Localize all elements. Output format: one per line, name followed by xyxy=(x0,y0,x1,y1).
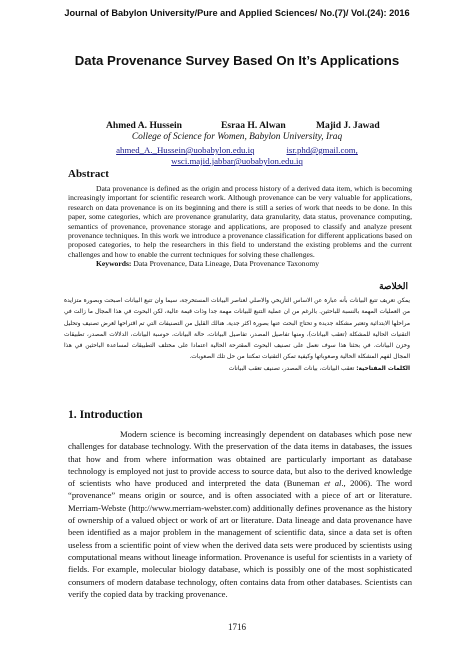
keywords-label: Keywords: xyxy=(96,259,132,269)
abstract-section xyxy=(68,184,412,269)
introduction-heading: 1. Introduction xyxy=(68,408,143,421)
email-link-3[interactable]: wsci.majid.jabbar@uobabylon.edu.iq xyxy=(171,156,303,166)
email-link-1[interactable]: ahmed_A._Hussein@uobabylon.edu.iq xyxy=(116,145,255,155)
intro-citation-et-al: et al xyxy=(324,478,342,489)
introduction-body xyxy=(68,428,412,600)
intro-text-part-1: Modern science is becoming increasingly dependent on databases which pose new challenges for database technology. With the preservation of the data items in databases, the issues that how and from where information was obtained are particularly important as database technology is employed not just to provide access to source data, but also to the derived knowledge of scientists who have produced and interpreted the data (Buneman xyxy=(68,429,412,489)
arabic-keywords-line xyxy=(64,364,410,375)
abstract-heading: Abstract xyxy=(68,168,109,180)
author-2: Esraa H. Alwan xyxy=(221,120,286,131)
author-3: Majid J. Jawad xyxy=(316,120,380,131)
intro-text-part-2: ., 2006). The word “provenance” means origin or source, and is often associated with a piece of art or literature. Merriam-Webste (http://www.merriam-webster.com) additionally defines provenance as the history of ownership of a valued object or work of art or literature. Data lineage and data provenance have been identified as a major problem in the management of scientific data, since a data set is often useless from a scientific point of view when the derived data sets were produced by scientists using computational means without lineage information. Provenance is useful for scientists in a variety of fields. For example, molecular biology database, which is possibly one of the most sophisticated consumers of modern database technology, often contains data from other databases. Scientists can verify the copied data by tracking provenance. xyxy=(68,478,413,599)
journal-header: Journal of Babylon University/Pure and Applied Sciences/ No.(7)/ Vol.(24): 2016 xyxy=(64,8,410,18)
keywords-line xyxy=(68,259,412,268)
arabic-keywords-text: تعقب البيانات، بيانات المصدر، تصنيف تعقب البيانات xyxy=(228,365,355,372)
email-link-2[interactable]: isr.phd@gmail.com, xyxy=(286,145,358,155)
abstract-body: Data provenance is defined as the origin and process history of a derived data item, which is becoming increasingly important for scientific research work. Although provenance can be very valuable for applications, research on data provenance is on its beginning and there is still a series of work that needs to be done. In this paper, some categories, which are provenance granularity, data granularity, data status, provenance computing, semantics of provenance, provenance storage and applications, are proposed to classify and analyze present provenance techniques. In this work we introduce a provenance classification for different applications based on proposed categories, to help the researchers in this field to understand the existing problems and the current challenges and how to enable the current techniques for solving these challenges. xyxy=(68,184,412,259)
page-number: 1716 xyxy=(228,622,246,632)
arabic-abstract-body: يمكن تعريف تتبع البيانات بأنه عبارة عن الاساس التاريخي والاصلي لعناصر البيانات المستخرجة، سيما وان تتبع البيانات اصبحت وبصورة متزايدة من العمليات المهمة بالنسبة للباحثين. بالرغم من ان عملية التتبع للبيانات مهمة جدا وذات قيمة عالية، لكن البحوث في هذا المجال ما زالت في مراحلها الابتدائية وتعتبر مشكلة جديدة و تحتاج البحث عنها بصورة اكثر جدية. هنالك القليل من التصنيفات التي تم اقتراحها لغرض تصنيف وتحليل التقنيات الحالية للمشكلة (تعقب البيانات)، ومنها تفاصيل المصدر، تفاصيل البيانات، حالة البيانات، حوسبة البيانات، الدلالات المصدر، تطبيقات وخزن البيانات. في بحثنا هذا سوف نعمل على تصنيف البحوث المقترحة الحالية اعتمادا على مختلف التطبيقات لمساعدة الباحثين في هذا المجال لفهم المشكلة الحالية وصعوباتها وكيفية تمكن التقنيات تمكننا من حل تلك الصعوبات. xyxy=(64,298,410,361)
author-1: Ahmed A. Hussein xyxy=(106,120,182,131)
author-emails xyxy=(0,145,474,167)
affiliation: College of Science for Women, Babylon University, Iraq xyxy=(131,132,343,142)
arabic-keywords-label: الكلمات المفتاحية: xyxy=(356,365,410,372)
arabic-abstract xyxy=(64,296,410,375)
keywords-text: Data Provenance, Data Lineage, Data Provenance Taxonomy xyxy=(133,259,320,269)
introduction-section xyxy=(68,428,412,600)
arabic-abstract-heading: الخلاصة xyxy=(379,281,408,291)
paper-title: Data Provenance Survey Based On It’s Applications xyxy=(74,53,400,68)
